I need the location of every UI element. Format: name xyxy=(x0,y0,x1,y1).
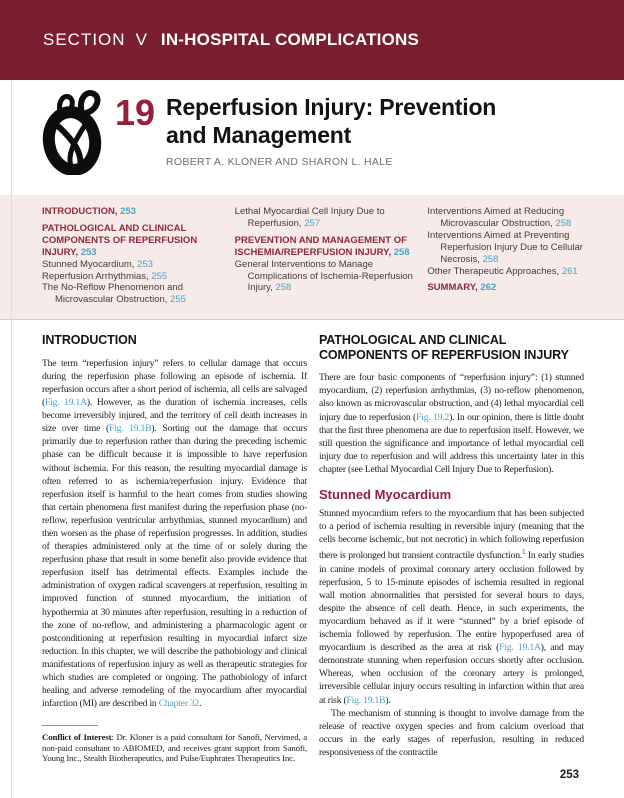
figure-link[interactable]: Fig. 19.1A xyxy=(45,397,87,409)
outline-item[interactable]: The No-Reflow Phenomenon and Microvascular Obstruction, 255 xyxy=(42,282,186,306)
figure-link[interactable]: Fig. 19.1A xyxy=(499,642,541,654)
outline-item[interactable]: General Interventions to Manage Complications of Ischemia-Reperfusion Injury, 258 xyxy=(234,258,413,294)
chapter-header xyxy=(38,87,624,175)
outline-item[interactable]: INTRODUCTION, 253 xyxy=(42,206,136,217)
outline-item[interactable]: Other Therapeutic Approaches, 261 xyxy=(427,265,578,277)
page-number: 253 xyxy=(559,769,579,781)
stunned-myocardium-paragraph: Stunned myocardium refers to the myocardium that has been subjected to a period of ischemia resulting in reversible injury (meaning that the cells become ischemic, but not necrotic) in which following reperfusion there is prolonged but transient contractile dysfunction.$^1$ In early studies in canine models of proximal coronary artery occlusion followed by reperfusion, 5 to 15-minute episodes of ischemia resulted in regional wall motion abnormalities that persisted for several hours to days, despite the absence of cell death. Hence, in such experiments, the myocardium behaved as if it were “stunned” by a brief episode of ischemia followed by reperfusion. The entire hypoperfused area of myocardium is described as the area at risk (Fig. 19.1A), and may demonstrate stunning when reperfusion occurs shortly after occlusion. Whereas, when occlusion of the coronary artery is prolonged, irreversible cellular injury occurs resulting in infarction within that area at risk (Fig. 19.1B). xyxy=(319,508,585,706)
outline-column-1 xyxy=(42,206,221,306)
outline-item[interactable]: Interventions Aimed at Preventing Reperfusion Injury Due to Cellular Necrosis, 258 xyxy=(427,229,583,265)
outline-page-ref[interactable]: 262 xyxy=(480,282,497,294)
outline-item[interactable]: Reperfusion Arrhythmias, 255 xyxy=(42,270,168,282)
outline-page-ref[interactable]: 255 xyxy=(170,294,186,306)
pathological-paragraph: There are four basic components of “reperfusion injury”: (1) stunned myocardium, (2) reperfusion arrhythmias, (3) no-reflow phenomenon, also known as microvascular obstruction, and (4) lethal myocardial cell injury due to reperfusion (Fig. 19.2). In our opinion, there is little doubt that the first three phenomena are due to reperfusion itself. However, we still question the significance and importance of lethal myocardial cell injury due to reperfusion and will address this uncertainty later in this chapter (see Lethal Myocardial Cell Injury Due to Reperfusion). xyxy=(319,372,585,475)
section-word: SECTION xyxy=(43,30,126,49)
footnote-divider xyxy=(42,725,98,726)
outline-item[interactable]: Stunned Myocardium, 253 xyxy=(42,258,153,270)
left-column xyxy=(42,333,307,764)
outline-item[interactable]: SUMMARY, 262 xyxy=(427,282,497,294)
section-banner xyxy=(0,0,624,80)
chapter-authors: ROBERT A. KLONER AND SHARON L. HALE xyxy=(166,156,393,168)
chapter-title-line1: Reperfusion Injury: Prevention xyxy=(166,94,497,120)
figure-link[interactable]: Fig. 19.1B xyxy=(108,423,152,435)
figure-link[interactable]: Fig. 19.1B xyxy=(346,694,386,706)
outline-page-ref[interactable]: 258 xyxy=(555,217,572,229)
body-columns xyxy=(42,333,584,764)
outline-page-ref[interactable]: 261 xyxy=(561,265,578,277)
outline-page-ref[interactable]: 255 xyxy=(151,270,168,282)
chapter-title-line2: and Management xyxy=(166,122,352,148)
introduction-paragraph: The term “reperfusion injury” refers to cellular damage that occurs during the reperfusion phase following an episode of ischemia. If reperfusion occurs after a short period of ischemia, all cells are salvaged (Fig. 19.1A). However, as the duration of ischemia increases, cells become irreversibly injured, and the territory of cell death increases in size over time (Fig. 19.1B). Sorting out the damage that occurs primarily due to reperfusion rather than during the preceding ischemic phase can be difficult because it is impossible to have reperfusion without ischemia. For this reason, the resulting myocardial damage is often referred to as ischemia/reperfusion injury. Evidence that reperfusion itself is harmful to the heart comes from studies showing that certain phenomena first manifest during the reperfusion phase (no-reflow, reperfusion ventricular arrhythmias, stunned myocardium) and then worsen as the phase of reperfusion progresses. In addition, studies of therapies administered only at the time of or solely during the reperfusion phase that result in some benefit also provide evidence that reperfusion itself has detrimental effects. Examples include the administration of oxygen radical scavengers at reperfusion, resulting in improved function of stunned myocardium, the initiation of hypothermia at 30 minutes after reperfusion, resulting in a reduction of the zone of no-reflow, and administering a pharmacologic agent or postconditioning at reperfusion resulting in myocardial infarct size reduction. In this chapter, we will describe the pathobiology and clinical manifestations of reperfusion injury as well as therapeutic strategies for which studies are completed or ongoing. The pathobiology of infarct healing and adverse remodeling of the myocardium after myocardial infarction (MI) are described in Chapter 32. xyxy=(42,357,307,710)
chapter-outline xyxy=(0,195,624,320)
outline-column-3 xyxy=(427,206,606,306)
footnote-label: Conflict of Interest xyxy=(42,732,112,743)
outline-item[interactable]: Interventions Aimed at Reducing Microvascular Obstruction, 258 xyxy=(427,206,572,229)
outline-page-ref[interactable]: 258 xyxy=(275,282,292,294)
right-column xyxy=(319,333,584,764)
chapter-title xyxy=(166,93,496,149)
outline-item[interactable]: PREVENTION AND MANAGEMENT OF ISCHEMIA/REPERFUSION INJURY, 258 xyxy=(234,234,410,258)
reference-superscript[interactable]: 1 xyxy=(522,548,526,557)
outline-item[interactable]: PATHOLOGICAL AND CLINICAL COMPONENTS OF REPERFUSION INJURY, 253 xyxy=(42,222,198,258)
pathological-heading: PATHOLOGICAL AND CLINICAL COMPONENTS OF REPERFUSION INJURY xyxy=(319,333,569,362)
chapter-number: 19 xyxy=(115,92,156,133)
outline-page-ref[interactable]: 258 xyxy=(482,253,499,265)
outline-page-ref[interactable]: 258 xyxy=(393,246,410,258)
section-numeral: V xyxy=(135,30,147,49)
outline-page-ref[interactable]: 253 xyxy=(80,246,97,258)
conflict-of-interest-note: Conflict of Interest: Dr. Kloner is a paid consultant for Sanofi, Nervimed, a non-paid consultant to ABIOMED, and receives grant support from Sanofi, Young Inc., Stealth Biotherapeutics, and Pulse/Euphrates Therapeutics Inc. xyxy=(42,732,307,764)
stunned-myocardium-heading: Stunned Myocardium xyxy=(319,487,452,502)
outline-item[interactable]: Lethal Myocardial Cell Injury Due to Reperfusion, 257 xyxy=(234,206,385,229)
outline-page-ref[interactable]: 257 xyxy=(304,217,321,229)
outline-column-2 xyxy=(235,206,414,306)
figure-link[interactable]: Fig. 19.2 xyxy=(416,411,450,423)
mechanism-paragraph: The mechanism of stunning is thought to involve damage from the release of reactive oxygen species and from calcium overload that occurs in the early stages of reperfusion, resulting in reduced responsiveness of the contractile xyxy=(319,707,584,758)
section-title: IN-HOSPITAL COMPLICATIONS xyxy=(160,30,420,49)
page-edge-line xyxy=(11,80,12,798)
chapter-logo-icon xyxy=(38,87,110,175)
outline-page-ref[interactable]: 253 xyxy=(120,206,136,217)
outline-page-ref[interactable]: 253 xyxy=(137,258,153,270)
introduction-heading: INTRODUCTION xyxy=(42,333,137,348)
chapter-link[interactable]: Chapter 32 xyxy=(158,698,200,710)
